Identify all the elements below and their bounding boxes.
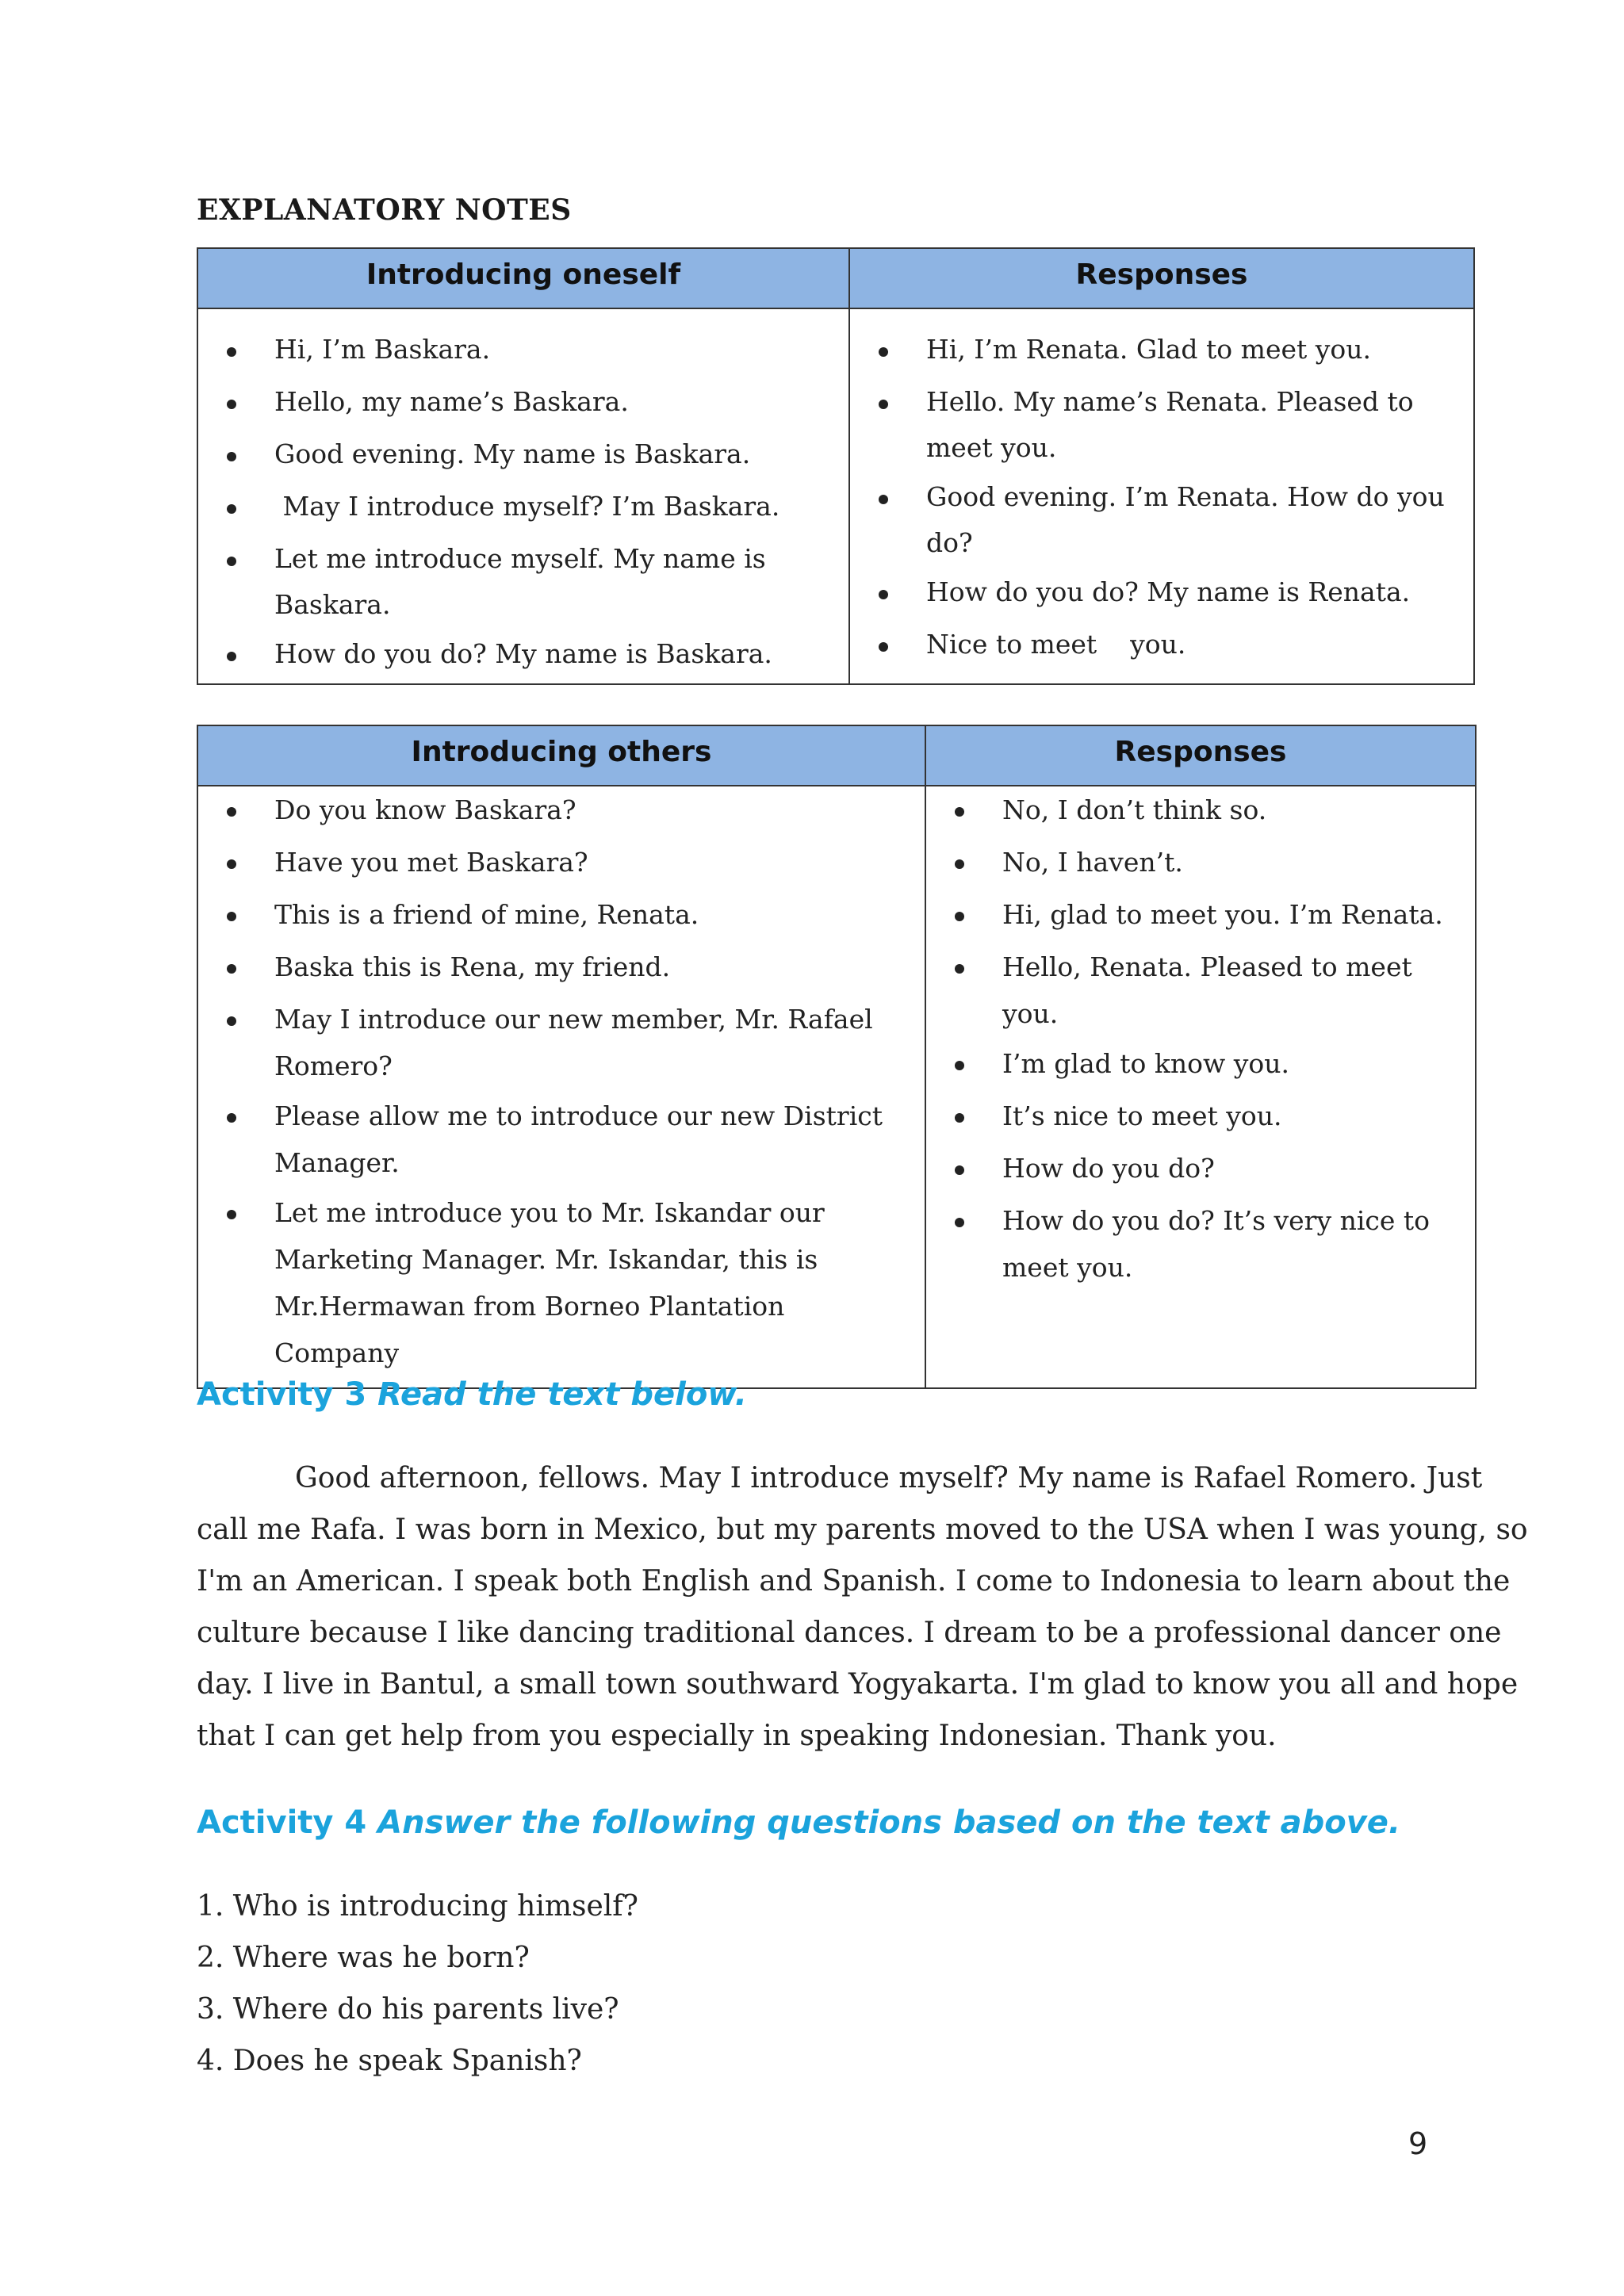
list-item: How do you do? My name is Baskara. bbox=[198, 631, 833, 680]
reading-line: Good afternoon, fellows. May I introduce myself? My name is Rafael Romero. Just bbox=[295, 1462, 1483, 1494]
table1-header-left: Introducing oneself bbox=[197, 248, 849, 308]
table2-right-cell bbox=[925, 786, 1476, 1388]
table2-header-right: Responses bbox=[925, 725, 1476, 786]
activity-3-instruction: Read the text below. bbox=[377, 1376, 747, 1413]
question-list bbox=[197, 1881, 638, 2087]
bullet-icon bbox=[879, 347, 888, 357]
list-item: Hi, glad to meet you. I’m Renata. bbox=[926, 891, 1459, 940]
list-item: Good evening. My name is Baskara. bbox=[198, 431, 833, 480]
bullet-icon bbox=[955, 1165, 964, 1175]
list-item: How do you do? It’s very nice to meet you. bbox=[926, 1197, 1459, 1291]
introducing-oneself-table bbox=[197, 247, 1475, 685]
list-item: No, I haven’t. bbox=[926, 839, 1459, 888]
list-item: This is a friend of mine, Renata. bbox=[198, 891, 909, 940]
bullet-icon bbox=[955, 1218, 964, 1227]
list-item: Have you met Baskara? bbox=[198, 839, 909, 888]
section-heading: EXPLANATORY NOTES bbox=[197, 193, 572, 227]
list-item: Hi, I’m Baskara. bbox=[198, 327, 833, 376]
activity-4-label: Activity 4 bbox=[197, 1804, 378, 1841]
introducing-others-table bbox=[197, 725, 1477, 1389]
bullet-icon bbox=[227, 912, 236, 921]
reading-line: call me Rafa. I was born in Mexico, but my parents moved to the USA when I was young, so bbox=[197, 1513, 1528, 1546]
reading-line: I'm an American. I speak both English and Spanish. I come to Indonesia to learn about the bbox=[197, 1565, 1511, 1598]
activity-3-heading bbox=[197, 1376, 747, 1413]
bullet-icon bbox=[227, 1016, 236, 1026]
reading-line: that I can get help from you especially in speaking Indonesian. Thank you. bbox=[197, 1720, 1277, 1752]
bullet-icon bbox=[955, 1113, 964, 1123]
bullet-icon bbox=[227, 652, 236, 661]
activity-3-label: Activity 3 bbox=[197, 1376, 378, 1413]
table1-left-list bbox=[198, 327, 833, 680]
bullet-icon bbox=[955, 912, 964, 921]
table2-left-list bbox=[198, 786, 909, 1376]
table1-right-cell bbox=[849, 308, 1474, 684]
list-item: Nice to meet you. bbox=[850, 622, 1457, 671]
question-item: 3. Where do his parents live? bbox=[197, 1993, 619, 2026]
bullet-icon bbox=[955, 859, 964, 869]
list-item: Hello, my name’s Baskara. bbox=[198, 379, 833, 428]
list-item: It’s nice to meet you. bbox=[926, 1093, 1459, 1142]
bullet-icon bbox=[879, 590, 888, 599]
list-item: How do you do? bbox=[926, 1145, 1459, 1194]
table1-header-right: Responses bbox=[849, 248, 1474, 308]
bullet-icon bbox=[227, 347, 236, 357]
bullet-icon bbox=[879, 400, 888, 409]
bullet-icon bbox=[227, 557, 236, 566]
question-item: 4. Does he speak Spanish? bbox=[197, 2045, 582, 2077]
bullet-icon bbox=[227, 1210, 236, 1219]
list-item: Please allow me to introduce our new District Manager. bbox=[198, 1093, 909, 1186]
bullet-icon bbox=[879, 642, 888, 652]
bullet-icon bbox=[955, 807, 964, 817]
bullet-icon bbox=[227, 452, 236, 461]
list-item: No, I don’t think so. bbox=[926, 786, 1459, 836]
list-item: Baska this is Rena, my friend. bbox=[198, 943, 909, 993]
bullet-icon bbox=[955, 1061, 964, 1070]
list-item: I’m glad to know you. bbox=[926, 1040, 1459, 1089]
list-item: How do you do? My name is Renata. bbox=[850, 569, 1457, 618]
bullet-icon bbox=[227, 504, 236, 514]
page-number: 9 bbox=[1408, 2126, 1428, 2161]
list-item: Do you know Baskara? bbox=[198, 786, 909, 836]
bullet-icon bbox=[227, 1113, 236, 1123]
bullet-icon bbox=[227, 400, 236, 409]
bullet-icon bbox=[955, 964, 964, 974]
bullet-icon bbox=[227, 807, 236, 817]
reading-line: culture because I like dancing traditional dances. I dream to be a professional dancer one bbox=[197, 1617, 1502, 1649]
list-item: Hello. My name’s Renata. Pleased to meet you. bbox=[850, 379, 1457, 471]
bullet-icon bbox=[879, 495, 888, 504]
list-item: May I introduce our new member, Mr. Rafael Romero? bbox=[198, 996, 909, 1089]
list-item: Hello, Renata. Pleased to meet you. bbox=[926, 943, 1459, 1037]
table2-header-left: Introducing others bbox=[197, 725, 925, 786]
reading-text bbox=[197, 1452, 1528, 1762]
list-item: Hi, I’m Renata. Glad to meet you. bbox=[850, 327, 1457, 376]
table1-left-cell bbox=[197, 308, 849, 684]
activity-4-heading bbox=[197, 1804, 1400, 1841]
bullet-icon bbox=[227, 964, 236, 974]
question-item: 2. Where was he born? bbox=[197, 1942, 530, 1974]
bullet-icon bbox=[227, 859, 236, 869]
reading-line: day. I live in Bantul, a small town southward Yogyakarta. I'm glad to know you all and hope bbox=[197, 1668, 1519, 1701]
list-item: Good evening. I’m Renata. How do you do? bbox=[850, 474, 1457, 566]
activity-4-instruction: Answer the following questions based on the text above. bbox=[377, 1804, 1401, 1841]
table1-right-list bbox=[850, 327, 1457, 671]
question-item: 1. Who is introducing himself? bbox=[197, 1890, 638, 1923]
list-item: Let me introduce myself. My name is Baskara. bbox=[198, 536, 833, 628]
list-item: May I introduce myself? I’m Baskara. bbox=[198, 484, 833, 533]
list-item: Let me introduce you to Mr. Iskandar our Marketing Manager. Mr. Iskandar, this is Mr.Hermawan from Borneo Plantation Company bbox=[198, 1189, 909, 1376]
table2-right-list bbox=[926, 786, 1459, 1291]
table2-left-cell bbox=[197, 786, 925, 1388]
